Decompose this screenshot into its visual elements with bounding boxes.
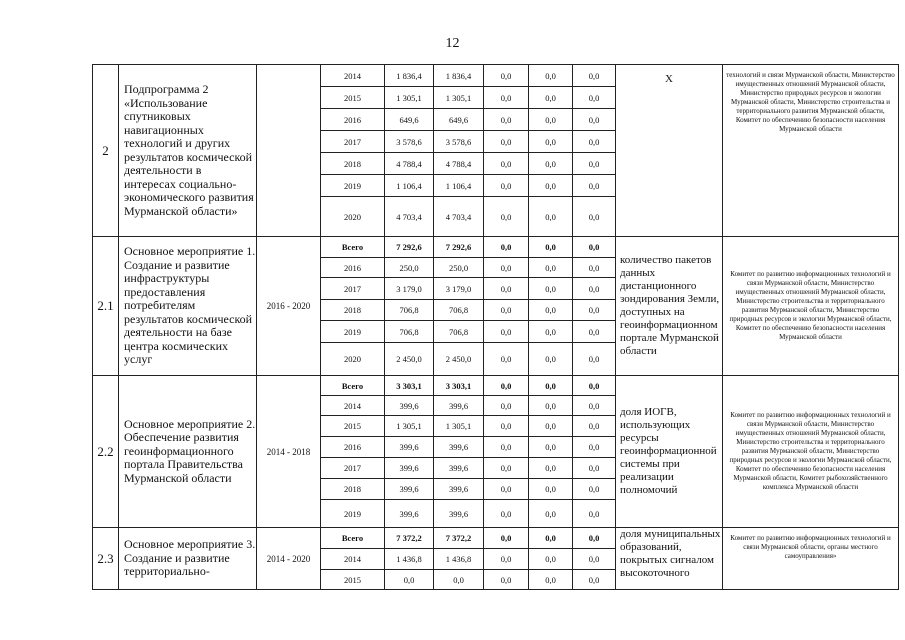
executor: Комитет по развитию информационных технологий и связи Мурманской области, органы местного самоуправления» bbox=[723, 528, 899, 590]
value-cell: 0,0 bbox=[573, 65, 616, 87]
value-cell: 649,6 bbox=[385, 109, 434, 131]
year-cell: 2017 bbox=[321, 278, 385, 300]
table-row bbox=[93, 65, 899, 87]
value-cell: 0,0 bbox=[529, 153, 573, 175]
value-cell: 0,0 bbox=[529, 479, 573, 500]
value-cell: 0,0 bbox=[484, 197, 529, 237]
value-cell: 399,6 bbox=[434, 479, 484, 500]
value-cell: 2 450,0 bbox=[434, 343, 484, 376]
value-cell: 399,6 bbox=[434, 396, 484, 416]
row-number: 2 bbox=[93, 65, 119, 237]
value-cell: 0,0 bbox=[529, 458, 573, 479]
year-cell: 2016 bbox=[321, 437, 385, 458]
value-cell: 0,0 bbox=[484, 237, 529, 258]
value-cell: 0,0 bbox=[484, 500, 529, 528]
value-cell: 0,0 bbox=[484, 437, 529, 458]
value-cell: 0,0 bbox=[529, 437, 573, 458]
value-cell: 0,0 bbox=[484, 87, 529, 109]
value-cell: 0,0 bbox=[484, 153, 529, 175]
value-cell: 399,6 bbox=[385, 437, 434, 458]
indicator: доля ИОГВ, использующих ресурсы геоинформационной системы при реализации полномочий bbox=[616, 376, 723, 528]
year-cell: 2014 bbox=[321, 396, 385, 416]
value-cell: 0,0 bbox=[529, 500, 573, 528]
value-cell: 1 836,4 bbox=[385, 65, 434, 87]
value-cell: 0,0 bbox=[529, 376, 573, 396]
value-cell: 0,0 bbox=[529, 87, 573, 109]
value-cell: 1 436,8 bbox=[434, 549, 484, 570]
value-cell: 3 578,6 bbox=[385, 131, 434, 153]
year-cell: 2016 bbox=[321, 258, 385, 278]
value-cell: 7 372,2 bbox=[385, 528, 434, 549]
value-cell: 0,0 bbox=[484, 528, 529, 549]
value-cell: 1 305,1 bbox=[385, 416, 434, 437]
indicator: количество пакетов данных дистанционного зондирования Земли, доступных на геоинформационном портале Мурманской области bbox=[616, 237, 723, 376]
value-cell: 0,0 bbox=[573, 87, 616, 109]
value-cell: 0,0 bbox=[573, 396, 616, 416]
table-row bbox=[93, 376, 899, 396]
value-cell: 4 788,4 bbox=[385, 153, 434, 175]
value-cell: 1 305,1 bbox=[434, 416, 484, 437]
value-cell: 706,8 bbox=[434, 321, 484, 343]
value-cell: 7 292,6 bbox=[385, 237, 434, 258]
year-cell: Всего bbox=[321, 376, 385, 396]
value-cell: 0,0 bbox=[573, 237, 616, 258]
value-cell: 4 703,4 bbox=[434, 197, 484, 237]
value-cell: 0,0 bbox=[484, 278, 529, 300]
table-row bbox=[93, 528, 899, 549]
year-cell: Всего bbox=[321, 528, 385, 549]
year-cell: 2019 bbox=[321, 175, 385, 197]
value-cell: 0,0 bbox=[529, 416, 573, 437]
value-cell: 7 372,2 bbox=[434, 528, 484, 549]
value-cell: 0,0 bbox=[484, 175, 529, 197]
value-cell: 3 179,0 bbox=[385, 278, 434, 300]
value-cell: 0,0 bbox=[484, 376, 529, 396]
value-cell: 4 788,4 bbox=[434, 153, 484, 175]
value-cell: 3 578,6 bbox=[434, 131, 484, 153]
value-cell: 2 450,0 bbox=[385, 343, 434, 376]
value-cell: 1 106,4 bbox=[434, 175, 484, 197]
value-cell: 0,0 bbox=[484, 416, 529, 437]
value-cell: 1 106,4 bbox=[385, 175, 434, 197]
year-cell: 2017 bbox=[321, 458, 385, 479]
value-cell: 0,0 bbox=[529, 109, 573, 131]
executor: технологий и связи Мурманской области, Министерство имущественных отношений Мурманской области, Министерство природных ресурсов и экологии Мурманской области, Министерство строительства и территориального развития Мурманской области, Комитет по обеспечению безопасности населения Мурманской области bbox=[723, 65, 899, 237]
page-number: 12 bbox=[445, 36, 460, 51]
value-cell: 0,0 bbox=[529, 258, 573, 278]
year-cell: 2016 bbox=[321, 109, 385, 131]
value-cell: 0,0 bbox=[573, 458, 616, 479]
value-cell: 0,0 bbox=[573, 321, 616, 343]
indicator: доля муниципальных образований, покрытых сигналом высокоточного bbox=[616, 528, 723, 590]
executor: Комитет по развитию информационных технологий и связи Мурманской области, Министерство имущественных отношений Мурманской области, Министерство строительства и территориального развития Мурманской области, Министерство природных ресурсов и экологии Мурманской области, Комитет по обеспечению безопасности населения Мурманской области, Комитет рыбохозяйственного комплекса Мурманской области bbox=[723, 376, 899, 528]
value-cell: 0,0 bbox=[484, 300, 529, 321]
value-cell: 0,0 bbox=[573, 570, 616, 590]
value-cell: 1 305,1 bbox=[385, 87, 434, 109]
value-cell: 1 836,4 bbox=[434, 65, 484, 87]
value-cell: 706,8 bbox=[434, 300, 484, 321]
activity-name: Основное мероприятие 2. Обеспечение развития геоинформационного портала Правительства Мурманской области bbox=[119, 376, 257, 528]
year-cell: 2015 bbox=[321, 87, 385, 109]
value-cell: 0,0 bbox=[529, 321, 573, 343]
value-cell: 0,0 bbox=[385, 570, 434, 590]
value-cell: 399,6 bbox=[385, 500, 434, 528]
value-cell: 0,0 bbox=[484, 258, 529, 278]
value-cell: 0,0 bbox=[573, 549, 616, 570]
value-cell: 3 303,1 bbox=[385, 376, 434, 396]
table-row bbox=[93, 237, 899, 258]
value-cell: 0,0 bbox=[484, 396, 529, 416]
year-cell: 2020 bbox=[321, 343, 385, 376]
value-cell: 399,6 bbox=[434, 437, 484, 458]
year-cell: 2019 bbox=[321, 321, 385, 343]
value-cell: 0,0 bbox=[529, 237, 573, 258]
value-cell: 0,0 bbox=[484, 570, 529, 590]
value-cell: 0,0 bbox=[529, 131, 573, 153]
value-cell: 0,0 bbox=[573, 153, 616, 175]
value-cell: 399,6 bbox=[385, 479, 434, 500]
value-cell: 0,0 bbox=[573, 131, 616, 153]
value-cell: 1 436,8 bbox=[385, 549, 434, 570]
value-cell: 0,0 bbox=[484, 458, 529, 479]
indicator: Х bbox=[616, 65, 723, 237]
value-cell: 0,0 bbox=[529, 343, 573, 376]
value-cell: 0,0 bbox=[484, 343, 529, 376]
value-cell: 0,0 bbox=[529, 570, 573, 590]
value-cell: 0,0 bbox=[573, 437, 616, 458]
value-cell: 4 703,4 bbox=[385, 197, 434, 237]
period: 2014 - 2020 bbox=[257, 528, 321, 590]
value-cell: 7 292,6 bbox=[434, 237, 484, 258]
year-cell: 2014 bbox=[321, 549, 385, 570]
value-cell: 0,0 bbox=[573, 258, 616, 278]
value-cell: 0,0 bbox=[529, 65, 573, 87]
value-cell: 0,0 bbox=[484, 321, 529, 343]
activity-name: Основное мероприятие 1. Создание и развитие инфраструктуры предоставления потребителям результатов космической деятельности на базе центра космических услуг bbox=[119, 237, 257, 376]
value-cell: 0,0 bbox=[529, 528, 573, 549]
period bbox=[257, 65, 321, 237]
value-cell: 0,0 bbox=[573, 528, 616, 549]
row-number: 2.2 bbox=[93, 376, 119, 528]
period: 2016 - 2020 bbox=[257, 237, 321, 376]
value-cell: 250,0 bbox=[385, 258, 434, 278]
value-cell: 0,0 bbox=[484, 109, 529, 131]
value-cell: 0,0 bbox=[573, 479, 616, 500]
value-cell: 0,0 bbox=[573, 278, 616, 300]
year-cell: 2020 bbox=[321, 197, 385, 237]
value-cell: 649,6 bbox=[434, 109, 484, 131]
value-cell: 0,0 bbox=[529, 549, 573, 570]
row-number: 2.1 bbox=[93, 237, 119, 376]
year-cell: 2015 bbox=[321, 570, 385, 590]
year-cell: 2018 bbox=[321, 479, 385, 500]
value-cell: 0,0 bbox=[484, 549, 529, 570]
value-cell: 0,0 bbox=[573, 500, 616, 528]
value-cell: 399,6 bbox=[434, 500, 484, 528]
value-cell: 706,8 bbox=[385, 300, 434, 321]
value-cell: 399,6 bbox=[434, 458, 484, 479]
year-cell: 2019 bbox=[321, 500, 385, 528]
value-cell: 0,0 bbox=[573, 109, 616, 131]
period: 2014 - 2018 bbox=[257, 376, 321, 528]
year-cell: 2015 bbox=[321, 416, 385, 437]
value-cell: 0,0 bbox=[484, 65, 529, 87]
value-cell: 0,0 bbox=[529, 197, 573, 237]
value-cell: 399,6 bbox=[385, 396, 434, 416]
value-cell: 0,0 bbox=[573, 197, 616, 237]
value-cell: 0,0 bbox=[529, 278, 573, 300]
value-cell: 0,0 bbox=[529, 300, 573, 321]
value-cell: 0,0 bbox=[484, 131, 529, 153]
value-cell: 0,0 bbox=[484, 479, 529, 500]
value-cell: 0,0 bbox=[573, 175, 616, 197]
value-cell: 0,0 bbox=[529, 175, 573, 197]
value-cell: 706,8 bbox=[385, 321, 434, 343]
value-cell: 0,0 bbox=[434, 570, 484, 590]
table-body bbox=[93, 65, 899, 590]
row-number: 2.3 bbox=[93, 528, 119, 590]
year-cell: 2017 bbox=[321, 131, 385, 153]
year-cell: 2018 bbox=[321, 300, 385, 321]
year-cell: 2018 bbox=[321, 153, 385, 175]
executor: Комитет по развитию информационных технологий и связи Мурманской области, Министерство имущественных отношений Мурманской области, Министерство строительства и территориального развития Мурманской области, Министерство природных ресурсов и экологии Мурманской области, Комитет по обеспечению безопасности населения Мурманской области bbox=[723, 237, 899, 376]
year-cell: Всего bbox=[321, 237, 385, 258]
activity-name: Основное мероприятие 3. Создание и развитие территориально- bbox=[119, 528, 257, 590]
program-table bbox=[92, 64, 899, 590]
value-cell: 0,0 bbox=[573, 300, 616, 321]
value-cell: 399,6 bbox=[385, 458, 434, 479]
value-cell: 0,0 bbox=[529, 396, 573, 416]
value-cell: 0,0 bbox=[573, 416, 616, 437]
value-cell: 3 179,0 bbox=[434, 278, 484, 300]
value-cell: 3 303,1 bbox=[434, 376, 484, 396]
value-cell: 0,0 bbox=[573, 343, 616, 376]
value-cell: 250,0 bbox=[434, 258, 484, 278]
year-cell: 2014 bbox=[321, 65, 385, 87]
activity-name: Подпрограмма 2 «Использование спутниковых навигационных технологий и других результатов космической деятельности в интересах социально-экономического развития Мурманской области» bbox=[119, 65, 257, 237]
value-cell: 0,0 bbox=[573, 376, 616, 396]
value-cell: 1 305,1 bbox=[434, 87, 484, 109]
